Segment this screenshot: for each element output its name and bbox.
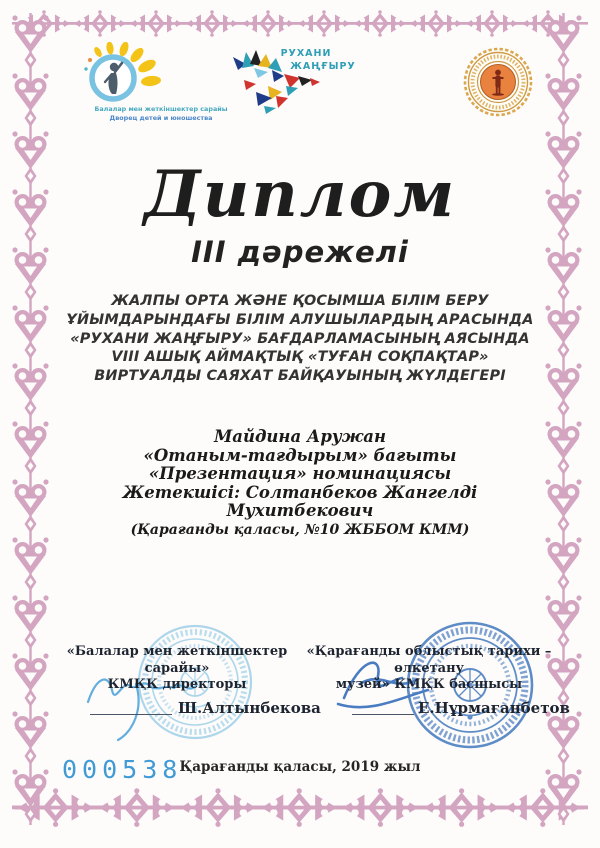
right-org-line1: «Қарағанды облыстық тарихи – өлкетану: [306, 644, 552, 676]
center-logo-line2: ЖАҢҒЫРУ: [290, 61, 356, 72]
award-description-line: ҰЙЫМДАРЫНДАҒЫ БІЛІМ АЛУШЫЛАРДЫҢ АРАСЫНДА: [66, 311, 534, 328]
place-and-year: Қарағанды қаласы, 2019 жыл: [179, 759, 421, 775]
award-description-line: VIII АШЫҚ АЙМАҚТЫҚ «ТУҒАН СОҚПАҚТАР»: [111, 349, 489, 366]
serial-number: 000538: [62, 755, 183, 784]
center-logo-line1: РУХАНИ: [280, 48, 332, 59]
award-description-line: ЖАЛПЫ ОРТА ЖӘНЕ ҚОСЫМША БІЛІМ БЕРУ: [111, 293, 489, 309]
left-logo-caption-russian: Дворец детей и юношества: [109, 114, 213, 122]
recipient-direction: «Отаным-тағдырым» бағыты: [143, 445, 457, 465]
recipient-nomination: «Презентация» номинациясы: [148, 464, 452, 483]
award-description-line: ВИРТУАЛДЫ САЯХАТ БАЙҚАУЫНЫҢ ЖҮЛДЕГЕРІ: [94, 368, 506, 385]
award-description: [55, 292, 545, 386]
logo-small-dots: [84, 58, 92, 71]
degree-subtitle: III дәрежелі: [191, 235, 409, 269]
recipient-school: (Қарағанды қаласы, №10 ЖББОМ КММ): [130, 521, 470, 538]
left-logo-caption-kazakh: Балалар мен жеткіншектер сарайы: [94, 105, 228, 113]
left-signer-name: Ш.Алтынбекова: [178, 699, 321, 717]
right-signer-name: Е.Нұрмағанбетов: [418, 699, 570, 717]
diploma-title: Диплом: [143, 157, 457, 232]
rukhani-zhangyru-bird-logo: [228, 42, 373, 120]
recipient-supervisor: Жетекшісі: Солтанбеков Жангелді Мухитбекович: [122, 482, 478, 520]
left-signature-line: [90, 714, 172, 715]
mosaic-bird: [233, 50, 320, 114]
right-org-label: [296, 644, 562, 694]
left-org-label: [48, 644, 306, 694]
award-description-line: «РУХАНИ ЖАҢҒЫРУ» БАҒДАРЛАМАСЫНЫҢ АЯСЫНДА: [70, 330, 530, 347]
left-org-line2: КМҚК директоры: [107, 677, 247, 692]
recipient-block: [50, 428, 550, 539]
recipient-name: Майдина Аружан: [214, 427, 386, 446]
right-signature-line: [352, 714, 414, 715]
right-org-line2: музей» КМҚК басшысы: [335, 677, 523, 692]
golden-man-seal: [462, 46, 534, 118]
left-org-line1: «Балалар мен жеткіншектер сарайы»: [66, 644, 288, 676]
